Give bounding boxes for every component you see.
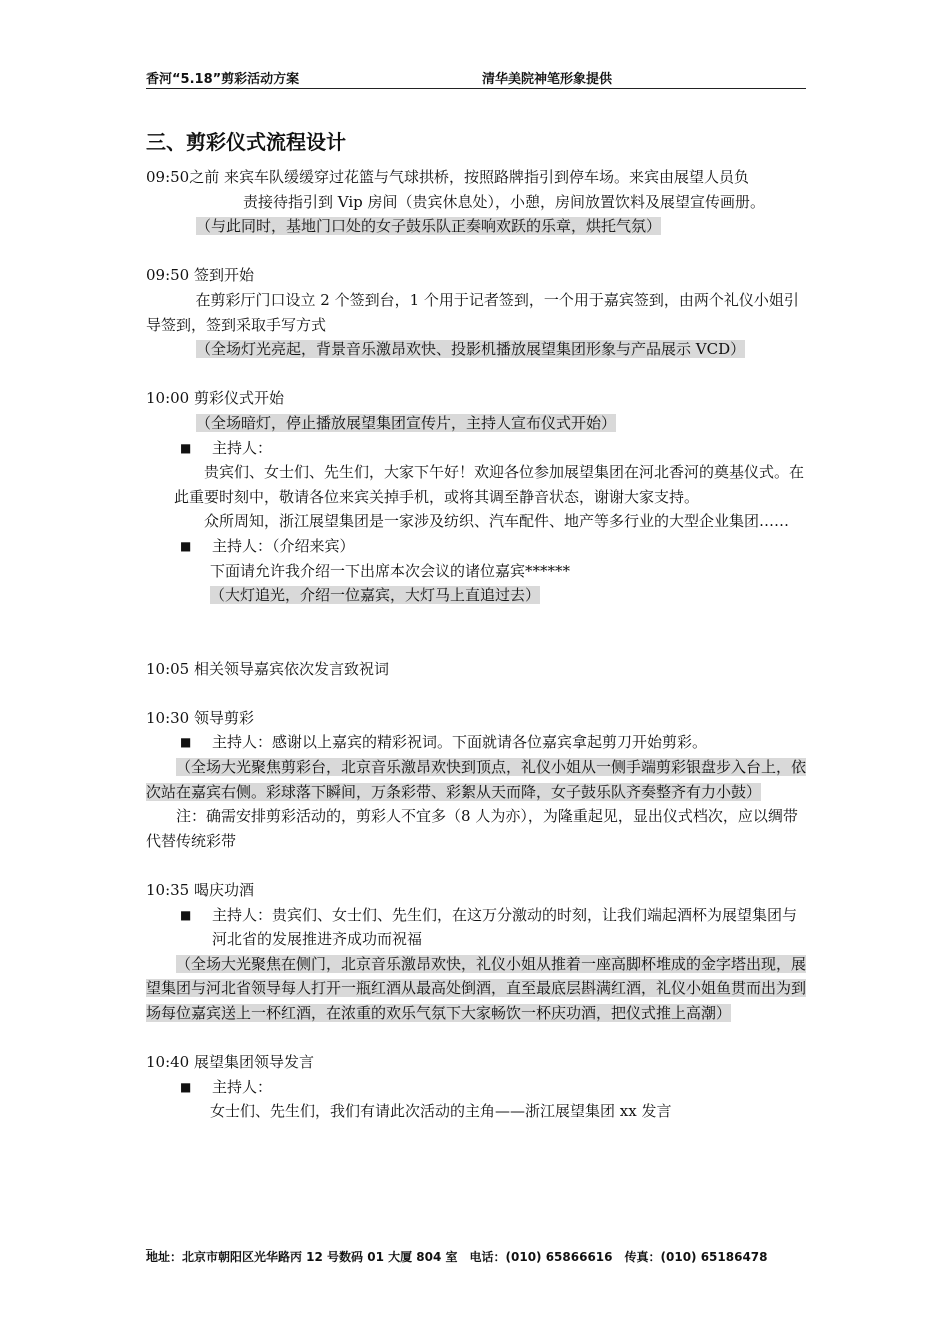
ribbon-cut-time: 10:30 领导剪彩 bbox=[146, 708, 254, 727]
bullet-square: ■ bbox=[180, 907, 192, 922]
host-speech-final: 女士们、先生们，我们有请此次活动的主角——浙江展望集团 xx 发言 bbox=[210, 1102, 672, 1121]
host-speech-welcome: 贵宾们、女士们、先生们，大家下午好！欢迎各位参加展望集团在河北香河的奠基仪式。在此重要时刻中，敬请各位来宾关掉手机，或将其调至静音状态，谢谢大家支持。 bbox=[174, 463, 805, 506]
stage-note-toast: （全场大光聚焦在侧门，北京音乐激昂欢快，礼仪小姐从推着一座高脚杯堆成的金字塔出现，展望集团与河北省领导每人打开一瓶红酒从最高处倒酒，直至最底层斟满红酒，礼仪小姐鱼贯而出为到场每位嘉宾送上一杯红酒，在浓重的欢乐气氛下大家畅饮一杯庆功酒，把仪式推上高潮） bbox=[146, 954, 807, 1022]
host-bullet-3 bbox=[146, 730, 808, 755]
footer-mark: _ bbox=[146, 1236, 152, 1250]
guest-intro: 下面请允许我介绍一下出席本次会议的诸位嘉宾****** bbox=[210, 561, 571, 580]
host-ribbon-text: 主持人：感谢以上嘉宾的精彩祝词。下面就请各位嘉宾拿起剪刀开始剪彩。 bbox=[212, 733, 708, 752]
toast-time: 10:35 喝庆功酒 bbox=[146, 881, 254, 900]
host-bullet-5 bbox=[146, 1075, 808, 1100]
bullet-square: ■ bbox=[180, 538, 192, 553]
bullet-square: ■ bbox=[180, 440, 192, 455]
arrival-line-1: 09:50之前 来宾车队缓缓穿过花篮与气球拱桥，按照路牌指引到停车场。来宾由展望人员负 bbox=[146, 168, 749, 186]
document-body bbox=[146, 128, 808, 1124]
stage-note-dark: （全场暗灯，停止播放展望集团宣传片，主持人宣布仪式开始） bbox=[196, 413, 617, 432]
host-bullet-2 bbox=[146, 534, 808, 559]
stage-note-lights: （全场灯光亮起，背景音乐激昂欢快、投影机播放展望集团形象与产品展示 VCD） bbox=[196, 340, 746, 359]
header-provider: 清华美院神笔形象提供 bbox=[482, 72, 613, 87]
page-footer bbox=[146, 1236, 826, 1265]
speeches-time: 10:05 相关领导嘉宾依次发言致祝词 bbox=[146, 659, 389, 678]
header-title: 香河“5.18”剪彩活动方案 bbox=[146, 72, 300, 87]
arrival-line-2: 责接待指引到 Vip 房间（贵宾休息处），小憩，房间放置饮料及展望宣传画册。 bbox=[243, 192, 766, 211]
host-label-final: 主持人： bbox=[212, 1077, 273, 1096]
host-toast-text: 主持人：贵宾们、女士们、先生们，在这万分激动的时刻，让我们端起酒杯为展望集团与河北省的发展推进齐成功而祝福 bbox=[212, 905, 798, 949]
stage-note-drum: （与此同时，基地门口处的女子鼓乐队正奏响欢跃的乐章，烘托气氛） bbox=[196, 217, 662, 236]
stage-note-spotlight: （大灯追光，介绍一位嘉宾，大灯马上直追过去） bbox=[210, 586, 541, 605]
section-title: 三、剪彩仪式流程设计 bbox=[146, 130, 346, 154]
stage-note-ribbon: （全场大光聚焦剪彩台，北京音乐激昂欢快到顶点，礼仪小姐从一侧手端剪彩银盘步入台上，依次站在嘉宾右侧。彩球落下瞬间，万条彩带、彩絮从天而降，女子鼓乐队齐奏整齐有力小鼓） bbox=[146, 758, 807, 801]
bullet-square: ■ bbox=[180, 1079, 192, 1094]
ribbon-note: 注：确需安排剪彩活动的，剪彩人不宜多（8 人为亦），为隆重起见，显出仪式档次，应以绸带代替传统彩带 bbox=[146, 807, 798, 850]
bullet-square: ■ bbox=[180, 735, 192, 750]
host-bullet-4 bbox=[146, 903, 808, 952]
leader-speech-time: 10:40 展望集团领导发言 bbox=[146, 1053, 314, 1072]
footer-contact: 地址：北京市朝阳区光华路丙 12 号数码 01 大厦 804 室 电话：(010) 65866616 传真：(010) 65186478 bbox=[146, 1250, 768, 1264]
signin-time: 09:50 签到开始 bbox=[146, 266, 254, 285]
ceremony-time: 10:00 剪彩仪式开始 bbox=[146, 389, 284, 408]
page-header bbox=[146, 66, 806, 89]
host-bullet-1 bbox=[146, 436, 808, 461]
host-label-intro: 主持人：（介绍来宾） bbox=[212, 536, 355, 555]
host-label: 主持人： bbox=[212, 438, 273, 457]
host-speech-company: 众所周知，浙江展望集团是一家涉及纺织、汽车配件、地产等多行业的大型企业集团…… bbox=[204, 512, 790, 531]
signin-text: 在剪彩厅门口设立 2 个签到台，1 个用于记者签到，一个用于嘉宾签到，由两个礼仪小姐引导签到，签到采取手写方式 bbox=[146, 290, 799, 334]
